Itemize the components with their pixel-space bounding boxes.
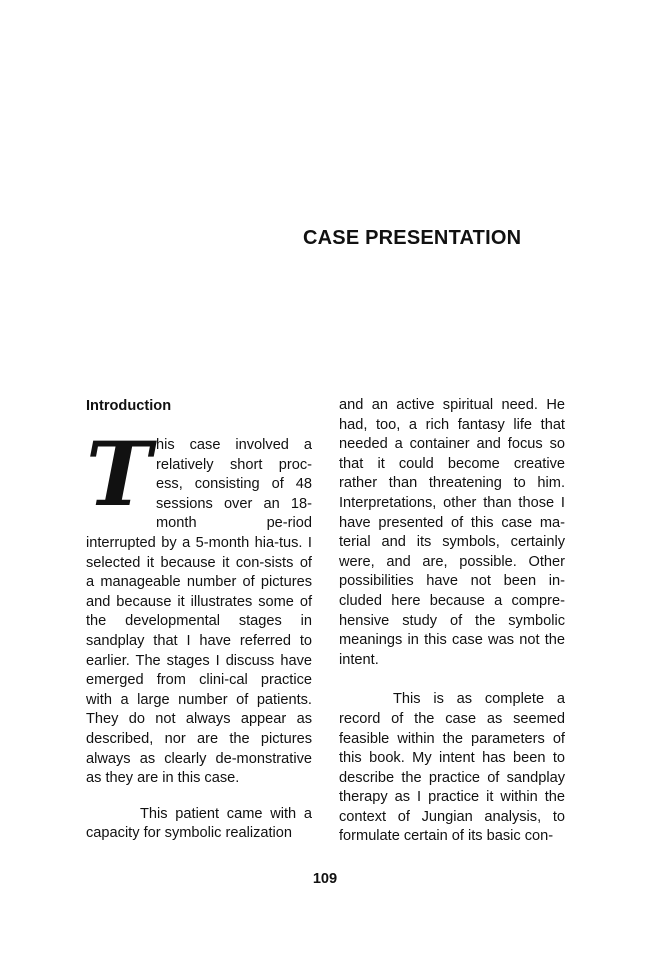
paragraph-2-start: This patient came with a capacity for symbolic realization	[86, 805, 312, 842]
paragraph-1-text: his case involved a relatively short proc-ess, consisting of 48 sessions over an 18-month pe-riod interrupted by a 5-month hia-tus. I selected it because it con-sists of a manageable number of pictures and because it illustrates some of the developmental stages in sandplay that I have referred to earlier. The stages I discuss have emerged from clini-cal practice with a large number of patients. They do not always appear as described, nor are the pictures always as clearly de-monstrative as they are in this case.	[86, 437, 312, 787]
paragraph-gap	[86, 789, 312, 805]
left-column	[86, 396, 312, 844]
page-number: 109	[312, 871, 338, 887]
paragraph-gap	[339, 670, 565, 690]
chapter-title: CASE PRESENTATION	[303, 227, 522, 249]
paragraph-2-continued: and an active spiritual need. He had, too, a rich fantasy life that needed a container and focus so that it could become creative rather than threatening to him. Interpretations, other than those I have presented of this case ma-terial and its symbols, certainly were, and are, possible. Other possibilities have not been in-cluded here because a compre-hensive study of the symbolic meanings in this case was not the intent.	[339, 397, 565, 668]
paragraph-1	[86, 422, 312, 789]
section-heading: Introduction	[86, 398, 172, 414]
paragraph-3: This is as complete a record of the case as seemed feasible within the parameters of this book. My intent has been to describe the practice of sandplay therapy as I practice it within the context of Jungian analysis, to formulate certain of its basic con-	[339, 691, 565, 845]
right-column	[339, 396, 565, 847]
drop-cap: T	[86, 422, 152, 526]
